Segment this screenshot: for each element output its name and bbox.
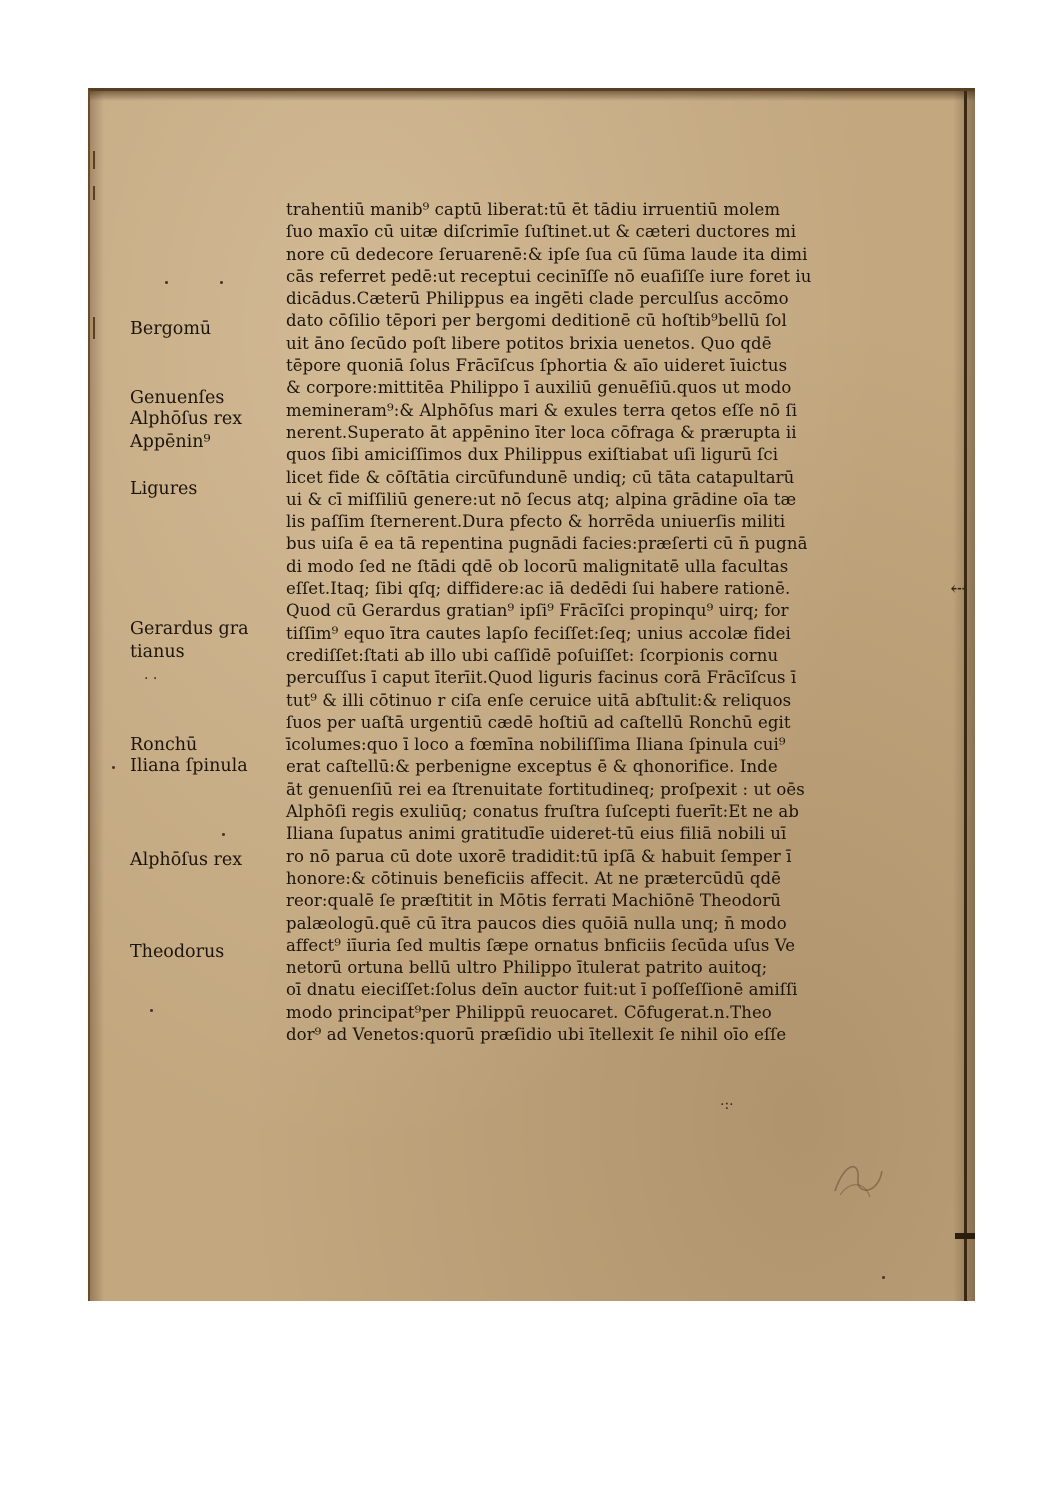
- body-line: nerent.Superato āt appēnino īter loca cōfraga & prærupta ii: [286, 422, 797, 442]
- body-line: dor⁹ ad Venetos:quorū præſidio ubi ītellexit ſe nihil oīo eſſe: [286, 1024, 787, 1044]
- margin-note-gratianus: tianus: [130, 642, 185, 662]
- ink-speck: [150, 1009, 153, 1012]
- body-line: cās referret pedē:ut receptui cecinīſſe nō euaſiſſe iure foret iu: [286, 266, 812, 286]
- binding-edge: [964, 91, 967, 1301]
- body-line: tiſſim⁹ equo ītra cautes lapſo feciſſet:ſeq; unius accolæ fidei: [286, 623, 791, 643]
- watermark-flourish-icon: [830, 1151, 890, 1201]
- body-line: palæologū.quē cū ītra paucos dies quōiā nulla unq; n̄ modo: [286, 913, 787, 933]
- body-line: dicādus.Cæterū Philippus ea ingēti clade perculſus accōmo: [286, 289, 789, 309]
- ink-speck: [165, 281, 168, 284]
- margin-dots: · ·: [144, 671, 158, 687]
- body-line: & corpore:mittitēa Philippo ī auxiliū genuēſiū.quos ut modo: [286, 378, 792, 398]
- margin-note-theodorus: Theodorus: [130, 942, 225, 962]
- body-line: trahentiū manib⁹ captū liberat:tū ēt tādiu irruentiū molem: [286, 200, 781, 219]
- body-line: oī dnatu eieciſſet:ſolus deīn auctor fuit:ut ī poſſeſſionē amiſſi: [286, 980, 798, 1000]
- page-top-shadow: [90, 91, 975, 101]
- body-line: tēpore quoniā ſolus Frācīſcus ſphortia & aīo uideret īuictus: [286, 356, 788, 376]
- margin-note-bergomu: Bergomū: [130, 319, 212, 339]
- body-line: erat caſtellū:& perbenigne exceptus ē & qhonorifice. Inde: [286, 757, 778, 777]
- body-line: ro nō parua cū dote uxorē tradidit:tū ipſā & habuit ſemper ī: [286, 846, 792, 866]
- ink-speck: [222, 833, 225, 836]
- body-line: reor:qualē ſe præſtitit in Mōtis ferrati Machiōnē Theodorū: [286, 891, 782, 911]
- body-text: [286, 199, 886, 1046]
- body-line: di modo ſed ne ſtādi qdē ob locorū malignitatē ulla facultas: [286, 556, 789, 576]
- body-line: netorū ortuna bellū ultro Philippo ītulerat patrito auitoq;: [286, 958, 768, 978]
- body-line: uit āno ſecūdo poſt libere potitos brixia uenetos. Quo qdē: [286, 333, 772, 353]
- body-line: crediſſet:ſtati ab illo ubi caſſidē poſuiſſet: ſcorpionis cornu: [286, 645, 779, 665]
- body-line: dato cōſilio tēpori per bergomi deditionē cū hoſtib⁹bellū ſol: [286, 311, 787, 331]
- ink-speck: [882, 1276, 885, 1279]
- margin-tick: [93, 151, 95, 169]
- body-line: ui & cī miſſiliū genere:ut nō ſecus atq; alpina grādine oīa tæ: [286, 489, 797, 509]
- margin-note-appenin: Appēnin⁹: [130, 432, 211, 452]
- margin-tick: [93, 186, 95, 200]
- fold-mark-icon: ⤎: [950, 576, 967, 600]
- margin-note-genuenses: Genuenſes: [130, 388, 225, 408]
- body-line: ſuo maxīo cū uitæ diſcrimīe ſuſtinet.ut & cæteri ductores mi: [286, 222, 797, 242]
- body-line: lis paſſim ſternerent.Dura pfecto & horrēda uniuerſis militi: [286, 512, 786, 532]
- margin-note-ligures: Ligures: [130, 479, 198, 499]
- body-line: nore cū dedecore ſeruarenē:& ipſe ſua cū ſūma laude ita dimi: [286, 244, 808, 264]
- ink-speck: [220, 281, 223, 284]
- margin-note-gerardus: Gerardus gra: [130, 619, 249, 639]
- body-line: honore:& cōtinuis beneficiis affecit. At ne prætercūdū qdē: [286, 868, 782, 888]
- body-line: āt genuenſiū rei ea ſtrenuitate fortitudineq; proſpexit : ut oēs: [286, 779, 805, 799]
- margin-note-alphosus-rex: Alphōſus rex: [130, 409, 243, 429]
- body-line: Iliana ſupatus animi gratitudīe uideret-tū eius filiā nobili uī: [286, 824, 787, 844]
- margin-note-ronchu: Ronchū: [130, 735, 198, 755]
- scanned-page: [88, 88, 975, 1301]
- margin-note-iliana: Iliana ſpinula: [130, 756, 248, 776]
- body-line: Alphōſi regis exuliūq; conatus fruſtra ſuſcepti fuerīt:Et ne ab: [286, 802, 799, 822]
- body-line: eſſet.Itaq; ſibi qſq; diffidere:ac iā dedēdi ſui habere rationē.: [286, 579, 791, 599]
- body-line: percuſſus ī caput īterīit.Quod liguris facinus corā Frācīſcus ī: [286, 668, 797, 688]
- body-line: memineram⁹:& Alphōſus mari & exules terra qetos eſſe nō ſi: [286, 400, 798, 420]
- body-line: licet fide & cōſtātia circūfundunē undiq; cū tāta catapultarū: [286, 467, 795, 487]
- body-line: Quod cū Gerardus gratian⁹ ipſi⁹ Frācīſci propinqu⁹ uirq; for: [286, 601, 789, 621]
- margin-note-alphosus-rex-2: Alphōſus rex: [130, 850, 243, 870]
- margin-tick: [93, 317, 95, 339]
- below-text-mark: ·:·: [720, 1097, 734, 1113]
- body-line: quos ſibi amiciſſimos dux Philippus exiſtiabat uſi ligurū ſci: [286, 445, 779, 465]
- body-line: tut⁹ & illi cōtinuo r ciſa enſe ceruice uitā abſtulit:& reliquos: [286, 690, 792, 710]
- body-line: ſuos per uaſtā urgentiū cædē hoſtiū ad caſtellū Ronchū egit: [286, 712, 791, 732]
- ink-speck: [112, 766, 115, 769]
- body-line: modo principat⁹per Philippū reuocaret. Cōfugerat.n.Theo: [286, 1002, 772, 1022]
- body-line: īcolumes:quo ī loco a fœmīna nobiliſſima Iliana ſpinula cui⁹: [286, 735, 786, 755]
- binding-tab: [955, 1233, 975, 1239]
- body-line: affect⁹ iīuria ſed multis ſæpe ornatus bnficiis ſecūda uſus Ve: [286, 935, 796, 955]
- body-line: bus uiſa ē ea tā repentina pugnādi facies:præſerti cū n̄ pugnā: [286, 534, 808, 554]
